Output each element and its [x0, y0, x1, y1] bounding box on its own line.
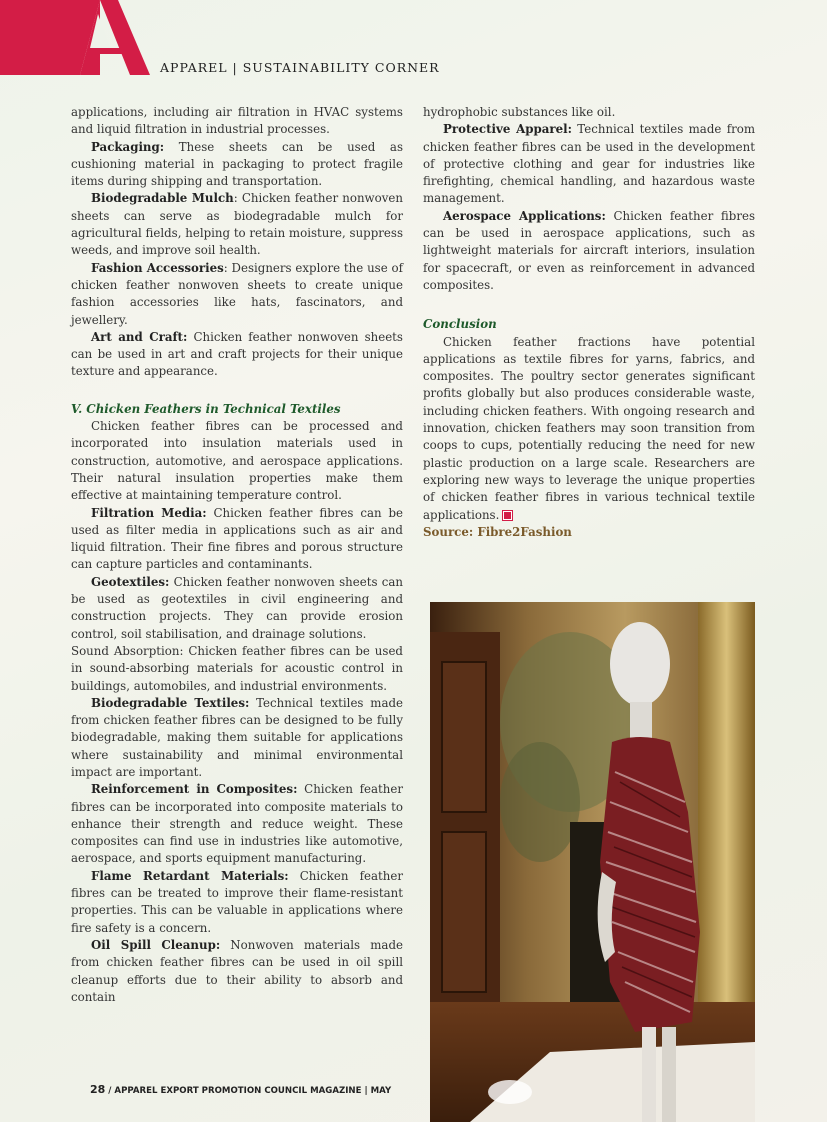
- left-column: [71, 104, 403, 1006]
- mannequin-photo: [430, 602, 755, 1122]
- magazine-logo: [0, 0, 158, 75]
- paragraph: Aerospace Applications: Chicken feather fibres can be used in aerospace applications, such as lightweight materials for aircraft interiors, insulation for spacecraft, or even as reinforcement in advanced composites.: [423, 208, 755, 292]
- paragraph: Biodegradable Textiles: Technical textiles made from chicken feather fibres can be designed to be fully biodegradable, making them suitable for applications where sustainability and minimal environmental impact are important.: [71, 695, 404, 779]
- paragraph: Reinforcement in Composites: Chicken feather fibres can be incorporated into composite materials to enhance their strength and reduce weight. These composites can find use in industries like automotive, aerospace, and sports equipment manufacturing.: [71, 782, 404, 866]
- paragraph: Filtration Media: Chicken feather fibres can be used as filter media in applications such as air and liquid filtration. Their fine fibres and porous structure can capture particles and contaminants.: [71, 505, 404, 572]
- page-number: 28: [90, 1083, 106, 1096]
- paragraph: Sound Absorption: Chicken feather fibres can be used in sound-absorbing materials for acoustic control in buildings, automobiles, and industrial environments.: [71, 643, 403, 693]
- paragraph: Chicken feather fractions have potential applications as textile fibres for yarns, fabrics, and composites. The poultry sector generates significant profits globally but also produces considerable waste, including chicken feathers. With ongoing research and innovation, chicken feathers may soon transition from coops to cups, potentially reducing the need for new plastic production on a large scale. Researchers are exploring new ways to leverage the unique properties of chicken feather fibres in various technical textile applications.: [423, 334, 755, 522]
- paragraph: Geotextiles: Chicken feather nonwoven sheets can be used as geotextiles in civil engineering and construction projects. They can provide erosion control, soil stabilisation, and drainage solutions.: [71, 574, 403, 641]
- right-column: [423, 104, 755, 541]
- paragraph: hydrophobic substances like oil.: [423, 105, 616, 119]
- paragraph: applications, including air filtration in HVAC systems and liquid filtration in industrial processes.: [71, 105, 403, 137]
- paragraph: Protective Apparel: Technical textiles made from chicken feather fibres can be used in the development of protective clothing and gear for industries like firefighting, chemical handling, and hazardous waste management.: [423, 122, 756, 206]
- paragraph: Chicken feather fibres can be processed and incorporated into insulation materials used in construction, automotive, and aerospace applications. Their natural insulation properties make them effective at maintaining temperature control.: [71, 419, 403, 503]
- source-credit: Source: Fibre2Fashion: [423, 524, 572, 539]
- section-label: APPAREL | SUSTAINABILITY CORNER: [160, 60, 440, 75]
- section-heading: V. Chicken Feathers in Technical Textiles: [71, 401, 341, 416]
- paragraph: Flame Retardant Materials: Chicken feather fibres can be treated to improve their flame-resistant properties. This can be valuable in applications where fire safety is a concern.: [71, 868, 404, 935]
- magazine-name: / APPAREL EXPORT PROMOTION COUNCIL MAGAZINE | MAY: [105, 1086, 392, 1096]
- paragraph: Art and Craft: Chicken feather nonwoven sheets can be used in art and craft projects for their unique texture and appearance.: [71, 329, 403, 379]
- paragraph: Oil Spill Cleanup: Nonwoven materials made from chicken feather fibres can be used in oil spill cleanup efforts due to their ability to absorb and contain: [71, 937, 403, 1004]
- page-footer: [90, 1083, 391, 1096]
- paragraph: Biodegradable Mulch: Chicken feather nonwoven sheets can serve as biodegradable mulch for agricultural fields, helping to retain moisture, suppress weeds, and improve soil health.: [71, 191, 403, 258]
- paragraph: Fashion Accessories: Designers explore the use of chicken feather nonwoven sheets to create unique fashion accessories like hats, fascinators, and jewellery.: [71, 260, 403, 327]
- end-mark-icon: [503, 511, 512, 520]
- conclusion-heading: Conclusion: [423, 317, 497, 332]
- paragraph: Packaging: These sheets can be used as cushioning material in packaging to protect fragile items during shipping and transportation.: [71, 139, 403, 189]
